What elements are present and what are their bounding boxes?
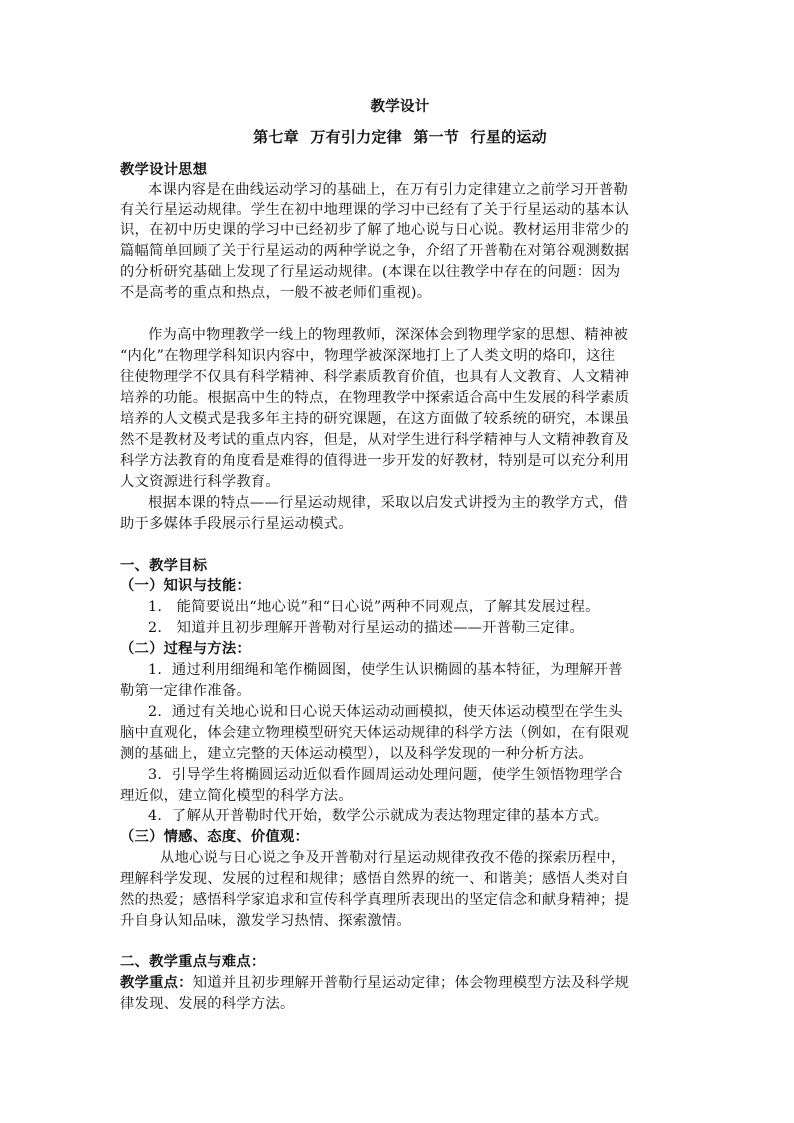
list-item: 1．通过利用细绳和笔作椭圆图，使学生认识椭圆的基本特征，为理解开普 [148, 662, 623, 678]
paragraph-line: “内化”在物理学科知识内容中，物理学被深深地打上了人类文明的烙印，这往 [120, 348, 616, 364]
paragraph-line: 升自身认知品味，激发学习热情、探索激情。 [120, 913, 411, 929]
list-item: 3．引导学生将椭圆运动近似看作圆周运动处理问题，使学生领悟物理学合 [148, 767, 623, 783]
focus-text: 知道并且初步理解开普勒行星运动定律；体会物理模型方法及科学规 [192, 975, 630, 991]
paragraph-line: 培养的功能。根据高中生的特点，在物理教学中探索适合高中生发展的科学素质 [120, 390, 630, 406]
paragraph-line: 识，在初中历史课的学习中已经初步了解了地心说与日心说。教材运用非常少的 [120, 222, 630, 238]
paragraph-line: 的分析研究基础上发现了行星运动规律。(本课在以往教学中存在的问题：因为 [120, 264, 621, 280]
list-item: 4．了解从开普勒时代开始，数学公示就成为表达物理定律的基本方式。 [148, 808, 609, 824]
paragraph-line: 篇幅简单回顾了关于行星运动的两种学说之争，介绍了开普勒在对第谷观测数据 [120, 243, 630, 259]
focus-line [120, 973, 680, 993]
subsection-heading: （二）过程与方法： [120, 641, 251, 657]
paragraph-line: 从地心说与日心说之争及开普勒对行星运动规律孜孜不倦的探索历程中， [160, 850, 626, 866]
chapter-title: 第七章 万有引力定律 第一节 行星的运动 [253, 128, 547, 146]
doc-header: 教学设计 [370, 98, 430, 115]
paragraph-line: 然的热爱；感悟科学家追求和宣传科学真理所表现出的坚定信念和献身精神；提 [120, 892, 630, 908]
section-heading: 一、教学目标 [120, 558, 208, 574]
paragraph-line: 培养的人文模式是我多年主持的研究课题，在这方面做了较系统的研究，本课虽 [120, 411, 630, 427]
list-item: 勒第一定律作准备。 [120, 683, 251, 699]
subsection-heading: （一）知识与技能： [120, 578, 251, 594]
subsection-heading: （三）情感、态度、价值观： [120, 829, 310, 845]
section-heading: 二、教学重点与难点： [120, 954, 266, 970]
paragraph-line: 人文资源进行科学教育。 [120, 474, 281, 490]
paragraph-line: 根据本课的特点——行星运动规律，采取以启发式讲授为主的教学方式，借 [148, 495, 629, 511]
list-item: 测的基础上，建立完整的天体运动模型），以及科学发现的一种分析方法。 [120, 746, 593, 762]
list-item: 2．通过有关地心说和日心说天体运动动画模拟，使天体运动模型在学生头 [148, 704, 623, 720]
focus-label: 教学重点： [120, 975, 193, 991]
paragraph-line: 本课内容是在曲线运动学习的基础上，在万有引力定律建立之前学习开普勒 [148, 182, 629, 198]
paragraph-line: 有关行星运动规律。学生在初中地理课的学习中已经有了关于行星运动的基本认 [120, 202, 630, 218]
list-item: 理近似，建立简化模型的科学方法。 [120, 788, 353, 804]
list-item: 2. 知道并且初步理解开普勒对行星运动的描述——开普勒三定律。 [148, 620, 584, 636]
paragraph-line: 作为高中物理教学一线上的物理教师，深深体会到物理学家的思想、精神被 [148, 327, 629, 343]
list-item: 脑中直观化，体会建立物理模型研究天体运动规律的科学方法（例如，在有限观 [120, 725, 630, 741]
list-item: 1. 能简要说出“地心说”和“日心说”两种不同观点，了解其发展过程。 [148, 599, 600, 615]
paragraph-line: 不是高考的重点和热点，一般不被老师们重视)。 [120, 285, 432, 301]
paragraph-line: 理解科学发现、发展的过程和规律；感悟自然界的统一、和谐美；感悟人类对自 [120, 871, 630, 887]
paragraph-line: 助于多媒体手段展示行星运动模式。 [120, 516, 353, 532]
design-heading: 教学设计思想 [120, 162, 208, 178]
paragraph-line: 科学方法教育的角度看是难得的值得进一步开发的好教材，特别是可以充分利用 [120, 453, 630, 469]
paragraph-line: 往使物理学不仅具有科学精神、科学素质教育价值，也具有人文教育、人文精神 [120, 369, 630, 385]
paragraph-line: 律发现、发展的科学方法。 [120, 996, 295, 1012]
paragraph-line: 然不是教材及考试的重点内容，但是，从对学生进行科学精神与人文精神教育及 [120, 432, 630, 448]
